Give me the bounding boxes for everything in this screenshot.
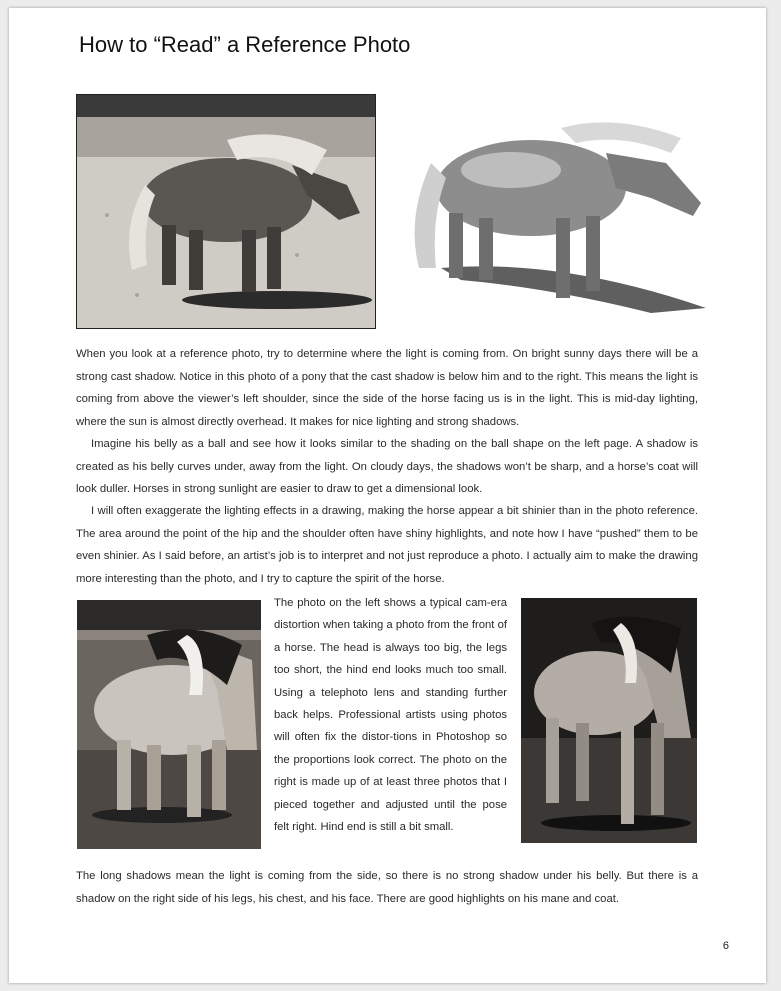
horse-photo-left [77,600,261,849]
paragraph-belly-shading: Imagine his belly as a ball and see how it looks similar to the shading on the ball shape on the left page. A shadow is created as his belly curves under, away from the light. On cloudy days, the shadows won’t be sharp, and a horse’s coat will look duller. Horses in strong sunlight are easier to draw to get a dimensional look. [76,438,698,495]
pony-photo [76,94,376,329]
horse-photo-right [521,598,697,843]
paragraph-camera-distortion: The photo on the left shows a typical cam-era distortion when taking a photo from the front of a horse. The head is always too big, the legs too short, the hind end looks much too small. Using a telephoto lens and standing further back helps. Professional artists using photos will often fix the distor-tions in Photoshop so the proportions look correct. The photo on the right is made up of at least three photos that I pieced together and adjusted until the pose felt right. Hind end is still a bit small. [274,597,507,834]
paragraph-light-direction: When you look at a reference photo, try to determine where the light is coming from. On bright sunny days there will be a strong cast shadow. Notice in this photo of a pony that the cast shadow is below him and to the right. This means the light is coming from above the viewer’s left shoulder, since the side of the horse facing us is in the light. This is mid-day lighting, where the sun is almost directly overhead. It makes for nice lighting and strong shadows. [76,348,698,428]
pony-drawing [401,108,711,318]
paragraph-long-shadows: The long shadows mean the light is coming from the side, so there is no strong shadow under his belly. But there is a shadow on the right side of his legs, his chest, and his face. There are good highlights on his mane and coat. [76,870,698,905]
paragraph-exaggerate-lighting: I will often exaggerate the lighting effects in a drawing, making the horse appear a bit shinier than in the photo reference. The area around the point of the hip and the shoulder often have shiny highlights, and note how I have “pushed” them to be even shinier. As I said before, an artist’s job is to interpret and not just reproduce a photo. I actually aim to make the drawing more interesting than the photo, and I try to capture the spirit of the horse. [76,505,698,585]
page-title: How to “Read” a Reference Photo [79,32,411,57]
page-number: 6 [722,940,729,952]
book-page [9,8,766,983]
